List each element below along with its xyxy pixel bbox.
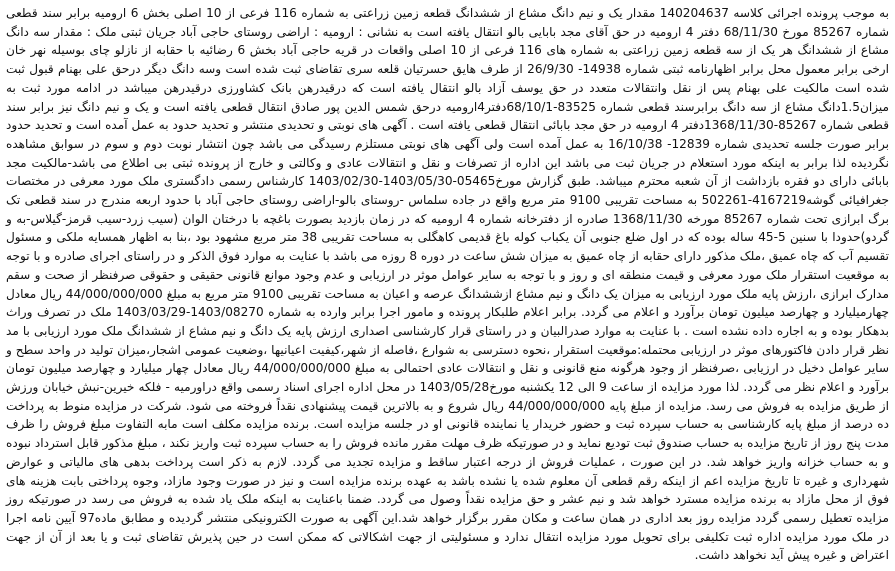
auction-notice-body: به موجب پرونده اجرائی کلاسه 140204637 مقدار یک و نیم دانگ مشاع از ششدانگ قطعه زمین زراعتی به شماره 116 فرعی از 10 اصلی بخش 6 ارومیه برابر سند قطعی شماره 85267 مورخ 68/11/30 دفتر 4 ارومیه در حق آقای مجد بابایی بالو انتقال یافته است به نشانی : ارومیه : اراضی روستای حاجی آباد جریان ثبتی ملک : مقدار سه دانگ مشاع از ششدانگ هر یک از سه قطعه زمین زراعتی به شماره های 116 فرعی از 10 اصلی واقعات در قریه حاجی آباد بخش 6 رضائیه با حقابه از نازلو چای بوسیله نهر خان ارخی برابر معمول محل برابر اظهارنامه ثبتی شماره 14938- 26/9/30 از طرف هایق حسرتیان قلعه سری تقاضای ثبت شده است وسه دانگ دیگر درحق علی بهنام قبول ثبت شده است مالکیت علی بهنام پس از نقل وانتقالات متعدد در حق یوسف آزاد بالو انتقال یافته است که درقیدرهن بانک کشاورزی درقیدرهن میباشد در ادامه مورد ثبت به میزان1.5دانگ مشاع از سه دانگ برابرسند قطعی شماره 83525-68/10/1دفتر4ارومیه درحق شمس الدین پور صادق انتقال قطعی یافته است و یک و نیم دانگ نیز برابر سند قطعی شماره 85267-1368/11/30دفتر 4 ارومیه در حق مجد بابائی انتقال قطعی یافته است . آگهی های نوبتی و تحدیدی منتشر و تحدید حدود به عمل آمده است و تحدید حدود برابر صورت جلسه تحدیدی شماره 12839- 16/10/38 به عمل آمده است ولی آگهی های نوبتی مستلزم رسیدگی می باشد چون انتشار نوبت دوم و سوم در سوابق مشاهده نگردیده لذا برابر به اینکه مورد استعلام در جریان ثبت می باشد این اداره از تصرفات و نقل و انتقالات عادی و وکالتی و خارج از پرونده ثبتی بی اطلاع می باشد-مالکیت مجد بابائی دارای دو فقره بازداشت از آن شعبه محترم میباشد. طبق گزارش مورخ05465-1403/05/30-1403/02/30 کارشناس رسمی دادگستری ملک مورد معرفی در مختصات جغرافیائی گوشه4167219-502261 به مساحت تقریبی 9100 متر مربع واقع در جاده سلماس -روستای بالو-اراضی روستای حاجی آباد با حدود اربعه مندرج در سند قطعی تک برگ ابرازی تحت شماره 85267 مورخه 1368/11/30 صادره از دفترخانه شماره 4 ارومیه که در زمان بازدید بصورت باغچه با درختان الوان (سیب زرد-سیب قرمز-گیلاس-به و گردو)حدودا با سنین 5-45 ساله بوده که در اول ضلع جنوبی آن یکباب کوله باغ قدیمی کاهگلی به مساحت تقریبی 38 متر مربع مشهود بود ،بنا به اظهار همسایه ملکی و مسئول تقسیم آب که چاه عمیق ،ملک مذکور دارای حقابه از چاه عمیق به میزان شش ساعت در دوره 8 روزه می باشد با عنایت به موارد فوق الذکر و در راستای اجرای صادره و با توجه به موقعیت استقرار ملک مورد معرفی و قیمت منطقه ای و روز و با توجه به سایر عوامل موثر در ارزیابی و عدم وجود موانع قانونی حقیقی و حقوقی صرفنظر از صحت و سقم مدارک ابرازی ،ارزش پایه ملک مورد ارزیابی به میزان یک دانگ و نیم مشاع ازششدانگ عرصه و اعیان به مساحت تقریبی 9100 متر مربع به مبلغ 44/000/000/000 ریال معادل چهارمیلیارد و چهارصد میلیون تومان برآورد و اعلام می گردد. برابر اعلام طلبکار پرونده و مامور اجرا برابر وارده به شماره 1403/08270-1403/03/29 ملک در تصرف وراث بدهکار بوده و به اجاره داده نشده است . با عنایت به موارد صدرالبیان و در راستای قرار کارشناسی اصداری ارزش پایه یک دانگ و نیم مشاع از ششدانگ ملک مورد ارزیابی با مد نظر قرار دادن فاکتورهای موثر در ارزیابی محتمله:موقعیت استقرار ،نحوه دسترسی به شوارع ،فاصله از شهر،کیفیت اعیانیها ،وضعیت عمومی اشجار،میزان تولید در واحد سطح و سایر عوامل دخیل در ارزیابی ،صرفنظر از وجود هرگونه منع قانونی و نقل و انتقالات عادی احتمالی به مبلغ 44/000/000/000 ریال معادل چهار میلیارد و چهارصد میلیون تومان برآورد و اعلام نظر می گردد. لذا مورد مزایده از ساعت 9 الی 12 یکشنبه مورخ1403/05/28 در محل اداره اجرای اسناد رسمی واقع دراورمیه - فلکه خیرین-نبش خیابان ورزش از طریق مزایده به فروش می رسد. مزایده از مبلغ پایه 44/000/000/000 ریال شروع و به بالاترین قیمت پیشنهادی نقداً فروخته می شود. شرکت در مزایده منوط به پرداخت ده درصد از مبلغ پایه کارشناسی به حساب سپرده ثبت و حضور خریدار یا نماینده قانونی او در جلسه مزایده است. برنده مزایده مکلف است مابه التفاوت مبلغ فروش را ظرف مدت پنج روز از تاریخ مزایده به حساب صندوق ثبت توديع نمايد و در صورتيکه ظرف مهلت مقرر مانده فروش را به حساب سپرده ثبت واریز نکند ، مبلغ مذکور قابل استرداد نبوده و به حساب خزانه واریز خواهد شد. در این صورت ، عملیات فروش از درجه اعتبار ساقط و مزایده تجدید می گردد. لازم به ذکر است پرداخت بدهی های مالیاتی و عوارض شهرداری و غیره تا تاریخ مزایده اعم از اینکه رقم قطعی آن معلوم شده یا نشده باشد به عهده برنده مزایده است و نیز در صورت وجود مازاد، وجوه پرداختی بابت هزینه های فوق از محل مازاد به برنده مزایده مسترد خواهد شد و نیم عشر و حق مزایده نقداً وصول می گردد. ضمنا باعنایت به اینکه ملک یاد شده به فروش می رسد در صورتیکه روز مزایده تعطیل رسمی گردد مزایده روز بعد اداری در همان ساعت و مکان مقرر برگزار خواهد شد.این آگهی به صورت الکترونیکی منتشر گردیده و مطابق ماده97 آیین نامه اجرا در ملک مورد مزایده اداره ثبت تکلیفی برای تحویل مورد مزایده انتقال ندارد و مسئولیتی از جهت اشکالاتی که ممکن است در حین پذیرش تقاضای ثبت و یا بعد از آن از جهت اعتراض و غیره پیش آید نخواهد داشت. [6,6,890,563]
